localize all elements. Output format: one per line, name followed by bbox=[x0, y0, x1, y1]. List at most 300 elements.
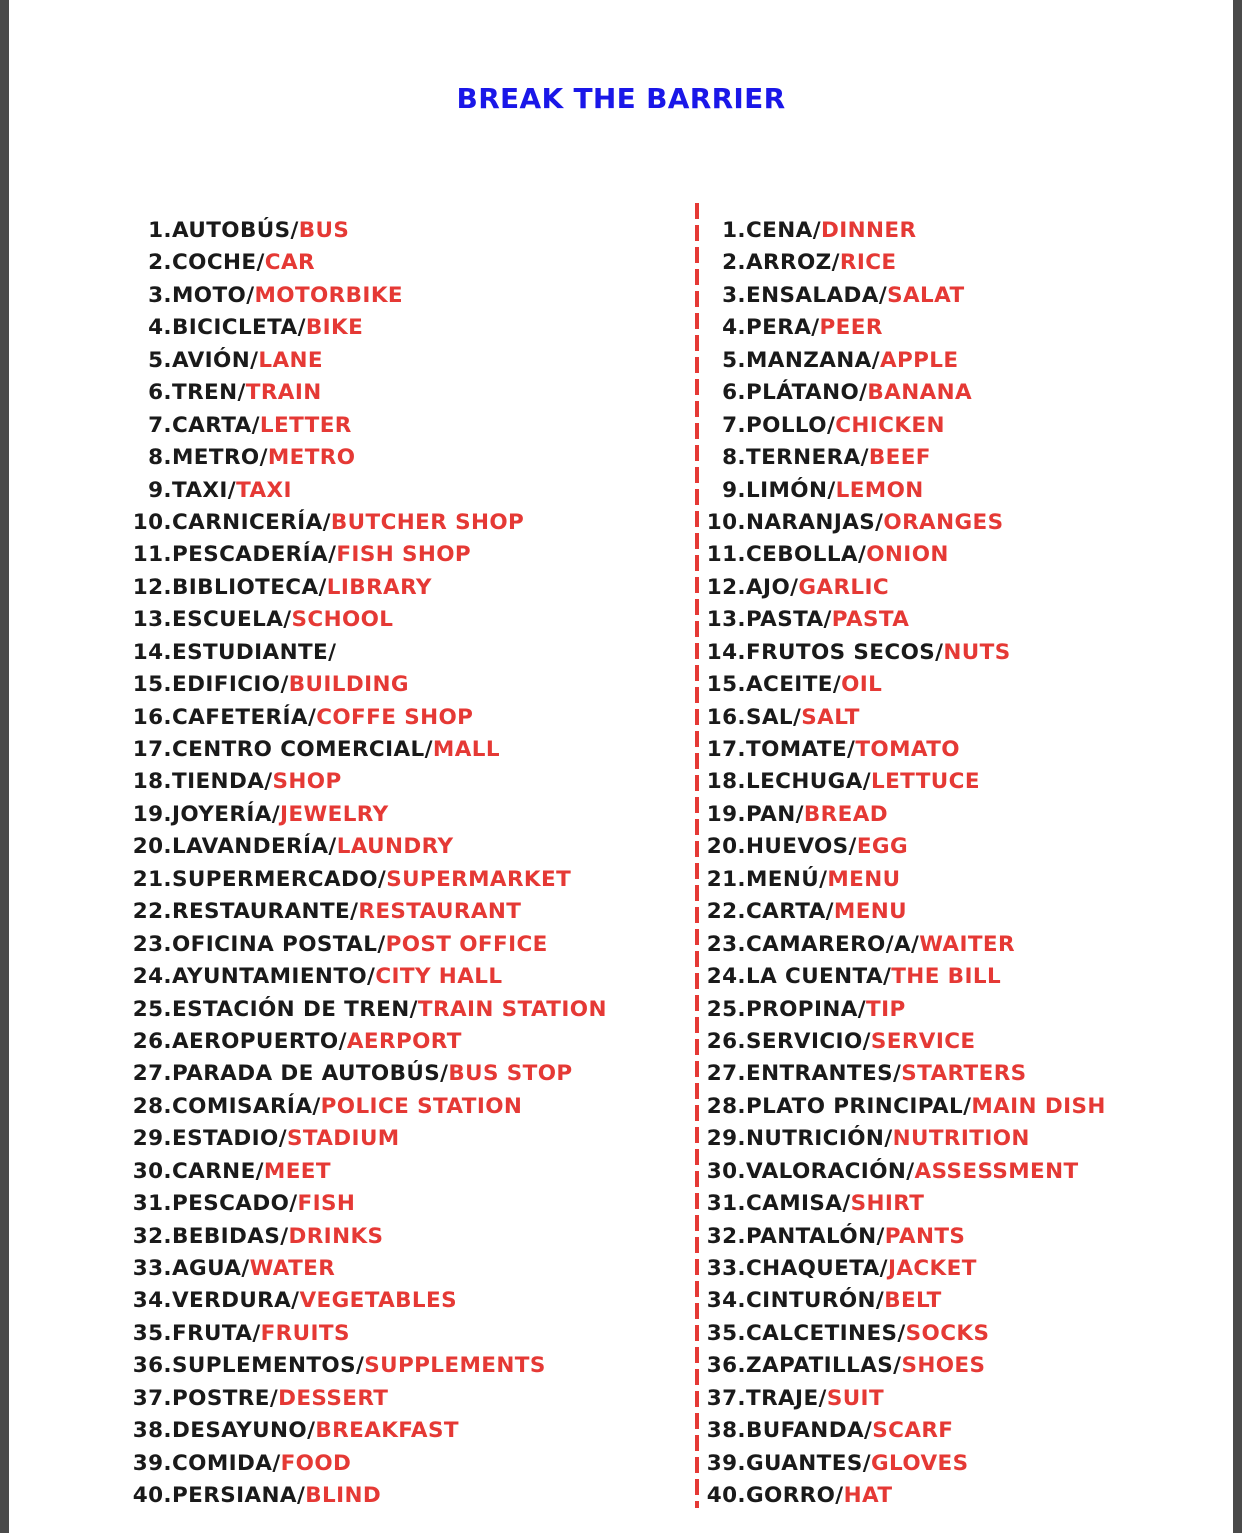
vocab-item-number: 37. bbox=[132, 1385, 172, 1411]
vocab-item bbox=[704, 1058, 1224, 1090]
vocab-item bbox=[130, 669, 690, 701]
vocab-item-english: DRINKS bbox=[288, 1223, 384, 1249]
vocab-item-english: TRAIN STATION bbox=[417, 996, 607, 1022]
vocab-item bbox=[704, 766, 1224, 798]
vocab-item bbox=[704, 799, 1224, 831]
vocab-item-english: METRO bbox=[267, 445, 356, 471]
vocab-item-english: POLICE STATION bbox=[320, 1093, 523, 1119]
vocab-item-english: RESTAURANT bbox=[358, 899, 522, 925]
vocab-item-spanish: CENA/ bbox=[746, 218, 821, 243]
vocab-item-spanish: TAXI/ bbox=[172, 477, 237, 503]
vocab-item-number: 40. bbox=[132, 1483, 172, 1509]
vocab-item-number: 25. bbox=[132, 996, 172, 1022]
vocab-item-number: 17. bbox=[132, 737, 172, 762]
vocab-item-spanish: ESTUDIANTE/ bbox=[172, 639, 337, 665]
vocab-item-number: 10. bbox=[706, 509, 746, 535]
vocab-item-number: 28. bbox=[132, 1093, 172, 1119]
vocab-item bbox=[130, 1415, 690, 1447]
vocab-item bbox=[704, 507, 1224, 539]
vocab-item bbox=[130, 572, 690, 604]
vocab-item-number: 38. bbox=[132, 1418, 172, 1444]
vocab-item-number: 24. bbox=[132, 964, 172, 990]
vocab-item bbox=[130, 539, 690, 571]
vocab-item-english: WAITER bbox=[919, 931, 1015, 957]
vocab-item bbox=[130, 994, 690, 1026]
vocab-item-spanish: NUTRICIÓN/ bbox=[746, 1126, 893, 1152]
vocab-item-english: GLOVES bbox=[870, 1450, 969, 1476]
vocab-item bbox=[704, 247, 1224, 279]
vocab-item bbox=[130, 215, 690, 247]
vocab-item-english: MENU bbox=[833, 899, 908, 925]
vocab-list-left bbox=[130, 215, 690, 1513]
vocab-item-number: 20. bbox=[706, 834, 746, 860]
vocab-item-english: PEER bbox=[819, 315, 883, 341]
vocab-item-spanish: PARADA DE AUTOBÚS/ bbox=[172, 1061, 449, 1087]
vocab-item-spanish: PROPINA/ bbox=[746, 996, 867, 1022]
vocab-item-spanish: ARROZ/ bbox=[746, 250, 840, 276]
vocab-item bbox=[130, 1058, 690, 1090]
vocab-item-english: SERVICE bbox=[870, 1028, 976, 1054]
vocab-item-spanish: ESCUELA/ bbox=[172, 607, 292, 633]
vocab-item-number: 26. bbox=[706, 1028, 746, 1054]
vocab-item-spanish: AYUNTAMIENTO/ bbox=[172, 964, 376, 990]
vocab-item bbox=[130, 734, 690, 766]
vocab-item-english: TRAIN bbox=[245, 380, 322, 406]
vocab-item-number: 37. bbox=[706, 1385, 746, 1411]
vocab-item-spanish: MANZANA/ bbox=[746, 347, 880, 373]
vocab-item-number: 23. bbox=[132, 931, 172, 957]
vocab-item bbox=[130, 1350, 690, 1382]
vocab-item-number: 29. bbox=[132, 1126, 172, 1152]
vocab-item-english: STARTERS bbox=[901, 1061, 1027, 1087]
vocab-item-english: PANTS bbox=[884, 1223, 966, 1249]
vocab-item bbox=[130, 377, 690, 409]
vocab-item-number: 2. bbox=[148, 250, 172, 276]
vocab-item-english: SHIRT bbox=[850, 1191, 925, 1217]
vocab-item-number: 24. bbox=[706, 964, 746, 990]
vocab-item bbox=[130, 442, 690, 474]
vocab-item-english: DINNER bbox=[820, 218, 917, 243]
vocab-list-right bbox=[704, 215, 1224, 1513]
vocab-item bbox=[704, 1350, 1224, 1382]
vocab-item-spanish: PESCADERÍA/ bbox=[172, 542, 337, 568]
vocab-item bbox=[130, 766, 690, 798]
vocab-item-spanish: PESCADO/ bbox=[172, 1191, 298, 1217]
vocab-item-spanish: SUPLEMENTOS/ bbox=[172, 1353, 365, 1379]
page-edge-right bbox=[1233, 0, 1242, 1533]
vocab-item-english: SHOP bbox=[272, 769, 342, 795]
vocab-item-english: MALL bbox=[432, 737, 500, 762]
vocab-item-english: CHICKEN bbox=[835, 412, 945, 438]
vocab-item bbox=[704, 1123, 1224, 1155]
vocab-item bbox=[704, 572, 1224, 604]
vocab-item-number: 21. bbox=[132, 866, 172, 892]
vocab-item-number: 2. bbox=[722, 250, 746, 276]
vocab-item-spanish: ZAPATILLAS/ bbox=[746, 1353, 902, 1379]
vocab-item bbox=[704, 1188, 1224, 1220]
vocab-item-number: 32. bbox=[706, 1223, 746, 1249]
vocab-item-spanish: FRUTOS SECOS/ bbox=[746, 639, 944, 665]
vocab-item bbox=[704, 280, 1224, 312]
vocab-item-spanish: BUFANDA/ bbox=[746, 1418, 873, 1444]
vocab-item-spanish: BICICLETA/ bbox=[172, 315, 306, 341]
vocab-item bbox=[704, 637, 1224, 669]
vocab-item-english: SCARF bbox=[872, 1418, 954, 1444]
vocab-item bbox=[704, 1221, 1224, 1253]
vocab-item-english: OIL bbox=[841, 672, 883, 698]
vocab-item bbox=[130, 1285, 690, 1317]
vocab-item-english: SALAT bbox=[887, 282, 965, 308]
vocab-item-english: BEEF bbox=[868, 445, 931, 471]
vocab-item-number: 5. bbox=[722, 347, 746, 373]
vocab-item-number: 23. bbox=[706, 931, 746, 957]
vocab-item-number: 29. bbox=[706, 1126, 746, 1152]
vocab-item-english: FRUITS bbox=[260, 1320, 350, 1346]
vocab-item bbox=[704, 312, 1224, 344]
vocab-item-number: 34. bbox=[706, 1288, 746, 1314]
vocab-item-spanish: MENÚ/ bbox=[746, 866, 828, 892]
vocab-item-number: 3. bbox=[148, 282, 172, 308]
vocab-item-english: ORANGES bbox=[883, 509, 1004, 535]
vocab-item-english: RICE bbox=[839, 250, 897, 276]
vocab-item-number: 19. bbox=[706, 801, 746, 827]
vocab-item-number: 39. bbox=[132, 1450, 172, 1476]
vocab-item-spanish: NARANJAS/ bbox=[746, 509, 884, 535]
vocab-item bbox=[130, 896, 690, 928]
vocab-item-spanish: GORRO/ bbox=[746, 1483, 844, 1509]
vocab-item-number: 4. bbox=[148, 315, 172, 341]
vocab-item-spanish: VERDURA/ bbox=[172, 1288, 300, 1314]
vocab-item-number: 19. bbox=[132, 801, 172, 827]
vocab-item-number: 13. bbox=[706, 607, 746, 633]
vocab-item bbox=[130, 1123, 690, 1155]
vocab-item-number: 32. bbox=[132, 1223, 172, 1249]
vocab-item-spanish: VALORACIÓN/ bbox=[746, 1158, 915, 1184]
vocab-item-spanish: HUEVOS/ bbox=[746, 834, 857, 860]
vocab-item-spanish: CINTURÓN/ bbox=[746, 1288, 885, 1314]
vocab-item-spanish: CHAQUETA/ bbox=[746, 1256, 888, 1281]
vocab-item-spanish: GUANTES/ bbox=[746, 1450, 871, 1476]
vocab-item-spanish: METRO/ bbox=[172, 445, 268, 471]
vocab-item-spanish: TRAJE/ bbox=[746, 1385, 827, 1411]
vocab-item-english: LIBRARY bbox=[326, 574, 432, 600]
vocab-item-english: BUS bbox=[298, 218, 350, 243]
vocab-item-spanish: CARNICERÍA/ bbox=[172, 509, 331, 535]
vocab-item bbox=[704, 734, 1224, 766]
vocab-item-number: 34. bbox=[132, 1288, 172, 1314]
vocab-item bbox=[130, 1156, 690, 1188]
vocab-item bbox=[704, 669, 1224, 701]
vocab-item-number: 14. bbox=[132, 639, 172, 665]
vocab-item-english: SUIT bbox=[826, 1385, 885, 1411]
vocab-item bbox=[704, 1448, 1224, 1480]
vocab-item-english: BUILDING bbox=[288, 672, 409, 698]
vocab-item-number: 35. bbox=[706, 1320, 746, 1346]
vocab-item-english: JACKET bbox=[887, 1256, 977, 1281]
vocab-item bbox=[704, 475, 1224, 507]
vocab-item bbox=[130, 1026, 690, 1058]
vocab-item-spanish: LIMÓN/ bbox=[746, 477, 836, 503]
vocab-item bbox=[130, 1448, 690, 1480]
vocab-item-english: BIKE bbox=[305, 315, 364, 341]
vocab-item bbox=[130, 637, 690, 669]
vocab-item-number: 7. bbox=[722, 412, 746, 438]
vocab-item-number: 18. bbox=[706, 769, 746, 795]
vocab-item-spanish: SERVICIO/ bbox=[746, 1028, 871, 1054]
vocab-item bbox=[130, 1480, 690, 1512]
vocab-item-number: 4. bbox=[722, 315, 746, 341]
vocab-item-spanish: PAN/ bbox=[746, 801, 804, 827]
vocab-item-number: 8. bbox=[148, 445, 172, 471]
vocab-item-number: 18. bbox=[132, 769, 172, 795]
vocab-item-english: HAT bbox=[843, 1483, 893, 1509]
vocab-item-english: ONION bbox=[866, 542, 949, 568]
vocab-item bbox=[130, 799, 690, 831]
vocab-item-number: 33. bbox=[706, 1256, 746, 1281]
vocab-item-number: 25. bbox=[706, 996, 746, 1022]
vocab-item-spanish: TREN/ bbox=[172, 380, 246, 406]
vocab-item-number: 15. bbox=[132, 672, 172, 698]
vocab-item-number: 12. bbox=[132, 574, 172, 600]
vocab-item-number: 12. bbox=[706, 574, 746, 600]
vocab-item-english: SCHOOL bbox=[291, 607, 394, 633]
vocab-item-number: 33. bbox=[132, 1256, 172, 1281]
vocab-item bbox=[130, 702, 690, 734]
vocab-item-english: SHOES bbox=[901, 1353, 986, 1379]
vocab-item-english: JEWELRY bbox=[280, 801, 389, 827]
vocab-item-spanish: ESTADIO/ bbox=[172, 1126, 287, 1152]
vocab-item-number: 36. bbox=[706, 1353, 746, 1379]
vocab-item bbox=[130, 604, 690, 636]
vocab-item-spanish: PANTALÓN/ bbox=[746, 1223, 885, 1249]
page-title: BREAK THE BARRIER bbox=[456, 82, 786, 115]
vocab-item bbox=[130, 1253, 690, 1285]
vocab-item-spanish: PLÁTANO/ bbox=[746, 380, 868, 406]
vocab-item-spanish: AGUA/ bbox=[172, 1256, 250, 1281]
vocab-item-number: 36. bbox=[132, 1353, 172, 1379]
vocab-item-spanish: POSTRE/ bbox=[172, 1385, 279, 1411]
vocab-item bbox=[704, 1026, 1224, 1058]
vocab-item-english: BUS STOP bbox=[448, 1061, 573, 1087]
vocab-item bbox=[704, 1156, 1224, 1188]
vocab-item bbox=[704, 1091, 1224, 1123]
vocab-item-english: SUPPLEMENTS bbox=[364, 1353, 546, 1379]
vocab-item bbox=[704, 896, 1224, 928]
vocab-item-number: 6. bbox=[148, 380, 172, 406]
vocab-item-spanish: PLATO PRINCIPAL/ bbox=[746, 1093, 972, 1119]
vocab-item-spanish: AUTOBÚS/ bbox=[172, 218, 299, 243]
vocab-item-spanish: CALCETINES/ bbox=[746, 1320, 906, 1346]
vocab-item bbox=[704, 1480, 1224, 1512]
vocab-item-spanish: ACEITE/ bbox=[746, 672, 842, 698]
vocab-item bbox=[704, 539, 1224, 571]
vocab-item bbox=[130, 864, 690, 896]
vocab-item-english: LANE bbox=[258, 347, 323, 373]
vocab-item-english: BANANA bbox=[867, 380, 973, 406]
vocab-item bbox=[704, 1383, 1224, 1415]
vocab-item bbox=[130, 1188, 690, 1220]
vocab-item-english: POST OFFICE bbox=[385, 931, 548, 957]
vocab-item-spanish: CAMARERO/A/ bbox=[746, 931, 920, 957]
vocab-item-english: BREAD bbox=[803, 801, 888, 827]
vocab-item-english: PASTA bbox=[831, 607, 910, 633]
vocab-item-number: 39. bbox=[706, 1450, 746, 1476]
vocab-item-number: 9. bbox=[722, 477, 746, 503]
vocab-item bbox=[704, 1253, 1224, 1285]
vocab-item-spanish: CARTA/ bbox=[172, 412, 260, 438]
vocab-item-english: CITY HALL bbox=[375, 964, 503, 990]
vocab-item-english: DESSERT bbox=[278, 1385, 389, 1411]
vocab-item-number: 13. bbox=[132, 607, 172, 633]
vocab-item-number: 26. bbox=[132, 1028, 172, 1054]
vocab-item-spanish: CARTA/ bbox=[746, 899, 834, 925]
vocab-item-number: 40. bbox=[706, 1483, 746, 1509]
vocab-item-number: 8. bbox=[722, 445, 746, 471]
vocab-item-spanish: COMIDA/ bbox=[172, 1450, 281, 1476]
vocab-item-spanish: TOMATE/ bbox=[746, 737, 856, 762]
vocab-item-number: 3. bbox=[722, 282, 746, 308]
vocab-item-spanish: ENSALADA/ bbox=[746, 282, 888, 308]
vocab-item bbox=[704, 831, 1224, 863]
vocab-item-number: 38. bbox=[706, 1418, 746, 1444]
vocab-item-english: CAR bbox=[264, 250, 315, 276]
vocab-item bbox=[130, 1383, 690, 1415]
vocab-item-english: BREAKFAST bbox=[315, 1418, 459, 1444]
vocab-item-spanish: TERNERA/ bbox=[746, 445, 869, 471]
vocab-item-number: 5. bbox=[148, 347, 172, 373]
vocab-item-number: 6. bbox=[722, 380, 746, 406]
vocab-item-english: FISH SHOP bbox=[336, 542, 472, 568]
vocab-item-english: THE BILL bbox=[891, 964, 1002, 990]
vocab-item-spanish: COMISARÍA/ bbox=[172, 1093, 321, 1119]
vocab-item bbox=[130, 1221, 690, 1253]
vocab-item-english: SUPERMARKET bbox=[386, 866, 572, 892]
vocab-item-number: 31. bbox=[132, 1191, 172, 1217]
vocab-item bbox=[704, 377, 1224, 409]
vocab-item-spanish: MOTO/ bbox=[172, 282, 255, 308]
vocab-item-spanish: PASTA/ bbox=[746, 607, 832, 633]
vocab-item-number: 16. bbox=[132, 704, 172, 730]
vocab-item-english: LEMON bbox=[835, 477, 924, 503]
vocab-item-english: BELT bbox=[884, 1288, 942, 1314]
vocab-item bbox=[130, 507, 690, 539]
vocab-item bbox=[704, 994, 1224, 1026]
vocab-item-spanish: OFICINA POSTAL/ bbox=[172, 931, 386, 957]
vocab-item bbox=[130, 1318, 690, 1350]
vocab-item-number: 9. bbox=[148, 477, 172, 503]
vocab-item-spanish: LAVANDERÍA/ bbox=[172, 834, 337, 860]
vocab-item-spanish: LECHUGA/ bbox=[746, 769, 871, 795]
vocab-item-spanish: RESTAURANTE/ bbox=[172, 899, 359, 925]
vocab-item-number: 30. bbox=[706, 1158, 746, 1184]
vocab-item-number: 17. bbox=[706, 737, 746, 762]
vocab-item-english: FISH bbox=[297, 1191, 356, 1217]
vocab-item bbox=[704, 1415, 1224, 1447]
vocab-item bbox=[130, 312, 690, 344]
vocab-item-number: 28. bbox=[706, 1093, 746, 1119]
vocab-item-spanish: CENTRO COMERCIAL/ bbox=[172, 737, 433, 762]
vocab-item-english: BUTCHER SHOP bbox=[330, 509, 525, 535]
vocab-item-english: MOTORBIKE bbox=[254, 282, 403, 308]
vocab-item-english: LAUNDRY bbox=[336, 834, 454, 860]
vocab-item bbox=[704, 442, 1224, 474]
vocab-item-english: COFFE SHOP bbox=[316, 704, 474, 730]
vocab-item-number: 16. bbox=[706, 704, 746, 730]
vocab-item bbox=[130, 929, 690, 961]
vocab-item-english: TIP bbox=[866, 996, 906, 1022]
vocab-item-spanish: FRUTA/ bbox=[172, 1320, 261, 1346]
vocab-item-spanish: AVIÓN/ bbox=[172, 347, 259, 373]
vocab-item bbox=[704, 961, 1224, 993]
vocab-item bbox=[704, 929, 1224, 961]
vocab-item bbox=[704, 604, 1224, 636]
vocab-item-english: WATER bbox=[249, 1256, 336, 1281]
vocab-item-spanish: POLLO/ bbox=[746, 412, 836, 438]
vocab-item-english: MAIN DISH bbox=[971, 1093, 1106, 1119]
vocab-item-number: 27. bbox=[706, 1061, 746, 1087]
vocab-item-spanish: CAMISA/ bbox=[746, 1191, 851, 1217]
vocab-item-spanish: CARNE/ bbox=[172, 1158, 264, 1184]
vocab-item-number: 30. bbox=[132, 1158, 172, 1184]
vocab-item-number: 7. bbox=[148, 412, 172, 438]
vocab-item-english: APPLE bbox=[879, 347, 959, 373]
vocab-item-number: 1. bbox=[148, 218, 172, 243]
vocab-item-spanish: PERA/ bbox=[746, 315, 820, 341]
vocab-item-number: 14. bbox=[706, 639, 746, 665]
vocab-item-number: 22. bbox=[706, 899, 746, 925]
vocab-item-spanish: SAL/ bbox=[746, 704, 802, 730]
vocab-item bbox=[704, 410, 1224, 442]
vocab-item-number: 21. bbox=[706, 866, 746, 892]
vocab-item bbox=[704, 345, 1224, 377]
vocab-item-english: VEGETABLES bbox=[299, 1288, 457, 1314]
vocab-item-spanish: LA CUENTA/ bbox=[746, 964, 892, 990]
vocab-item bbox=[130, 247, 690, 279]
vocab-item-spanish: CAFETERÍA/ bbox=[172, 704, 317, 730]
vocab-item-english: SOCKS bbox=[905, 1320, 990, 1346]
vocab-item-english: BLIND bbox=[305, 1483, 382, 1509]
vocab-item-spanish: AEROPUERTO/ bbox=[172, 1028, 347, 1054]
vocab-item-spanish: BEBIDAS/ bbox=[172, 1223, 289, 1249]
vocab-item bbox=[130, 831, 690, 863]
vocab-item-spanish: ESTACIÓN DE TREN/ bbox=[172, 996, 418, 1022]
vocab-item-spanish: JOYERÍA/ bbox=[172, 801, 281, 827]
vocab-item-english: TAXI bbox=[236, 477, 292, 503]
vocab-item-english: SALT bbox=[801, 704, 860, 730]
vocab-item-english: AERPORT bbox=[346, 1028, 462, 1054]
vocab-item-number: 11. bbox=[132, 542, 172, 568]
vocab-item-english: MEET bbox=[263, 1158, 331, 1184]
vocab-item-spanish: EDIFICIO/ bbox=[172, 672, 289, 698]
vocab-item-number: 10. bbox=[132, 509, 172, 535]
vocab-item-english: LETTUCE bbox=[870, 769, 980, 795]
vocab-item bbox=[704, 1285, 1224, 1317]
vocab-item-english: EGG bbox=[856, 834, 909, 860]
vocab-item bbox=[130, 280, 690, 312]
vocab-item-english: STADIUM bbox=[286, 1126, 400, 1152]
vocab-item-english: ASSESSMENT bbox=[914, 1158, 1079, 1184]
vocab-item bbox=[704, 864, 1224, 896]
vocab-item-english: GARLIC bbox=[798, 574, 890, 600]
vocab-item-number: 20. bbox=[132, 834, 172, 860]
vocab-item-english: NUTRITION bbox=[892, 1126, 1030, 1152]
vocab-item bbox=[130, 1091, 690, 1123]
page-edge-left bbox=[0, 0, 9, 1533]
vocab-item-spanish: SUPERMERCADO/ bbox=[172, 866, 387, 892]
vocab-item-spanish: COCHE/ bbox=[172, 250, 265, 276]
vocab-item-number: 27. bbox=[132, 1061, 172, 1087]
vocab-item-number: 15. bbox=[706, 672, 746, 698]
